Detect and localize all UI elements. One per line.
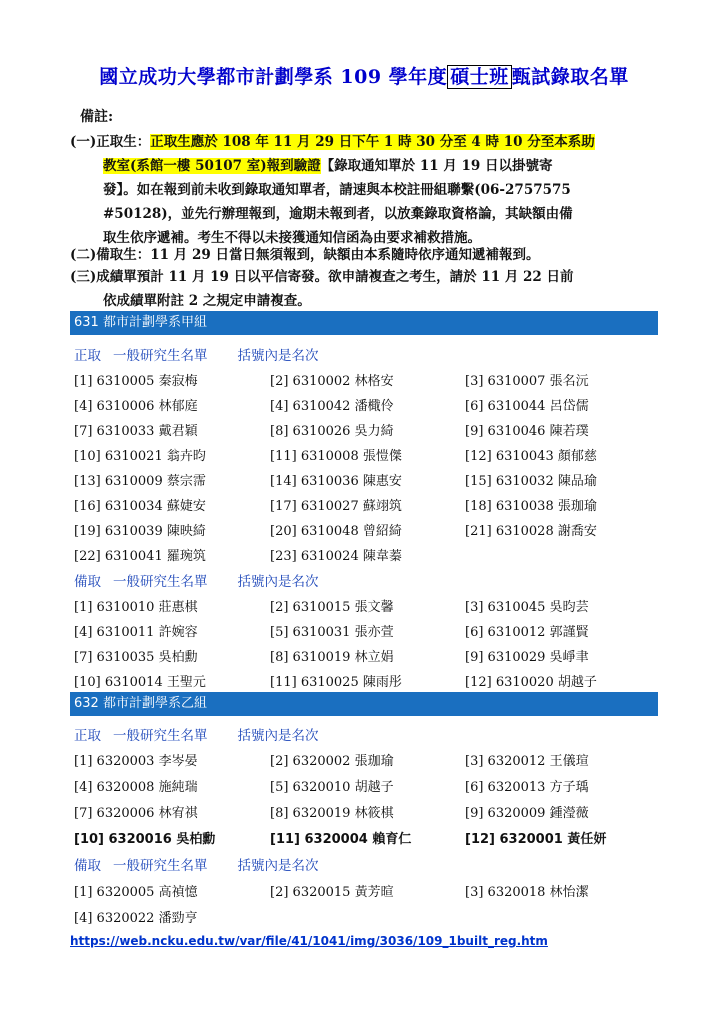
list-item: [7] 6310033 戴君穎 [8] 6310026 吳力綺 [9] 6310046 陳若璞 [74,424,589,439]
list-item: [7] 6310035 吳柏勳 [8] 6310019 林立娟 [9] 6310029 吳崢聿 [74,650,589,665]
list-type: 一般研究生名單 [113,574,208,590]
list-item: [10] 6320016 吳柏勳 [11] 6320004 賴育仁 [12] 6320001 黃任妍 [74,832,607,847]
list-item: [16] 6310034 蘇婕安 [17] 6310027 蘇翊筑 [18] 6310038 張珈瑜 [74,499,597,514]
list-item: [1] 6310005 秦寂梅 [2] 6310002 林格安 [3] 6310007 張名沅 [74,374,589,389]
note-1-rest-b: 【錄取通知單於 11 月 19 日以掛號寄 [320,158,553,174]
list-type: 一般研究生名單 [113,728,208,744]
note-1-line-c: 發】。如在報到前未收到錄取通知單者，請速與本校註冊組聯繫(06-2757575 [103,182,571,198]
admit-label: 正取 [74,348,101,364]
list-item: [1] 6310010 莊惠棋 [2] 6310015 張文馨 [3] 6310045 吳昀芸 [74,600,589,615]
note-3-line-b: 依成績單附註 2 之規定申請複查。 [103,293,311,309]
note-3-line-a: (三)成績單預計 11 月 19 日以平信寄發。欲申請複查之考生，請於 11 月 22 日前 [70,269,574,285]
list-type: 一般研究生名單 [113,858,208,874]
rank-note: 括號內是名次 [237,348,319,364]
note-1-highlight-b: 教室(系館一樓 50107 室)報到驗證 [103,158,321,174]
section-632-admit-head [74,724,331,744]
note-1-line-b [70,154,670,178]
list-item: [19] 6310039 陳映綺 [20] 6310048 曾紹綺 [21] 6310028 謝喬安 [74,524,597,539]
source-link[interactable]: https://web.ncku.edu.tw/var/file/41/1041/img/3036/109_1built_reg.htm [70,934,548,948]
section-632-bar: 632 都市計劃學系乙組 [70,692,658,716]
title-boxed-text: 碩士班 [447,65,512,89]
note-1-line-e: 取生依序遞補。考生不得以未接獲通知信函為由要求補救措施。 [103,230,481,246]
title-suffix: 甄試錄取名單 [511,66,629,88]
note-3 [70,265,670,313]
wait-label: 備取 [74,574,101,590]
note-1 [70,130,670,250]
list-item: [10] 6310021 翁卉昀 [11] 6310008 張愷傑 [12] 6310043 顏郁慈 [74,449,597,464]
note-1-highlight-a: 正取生應於 108 年 11 月 29 日下午 1 時 30 分至 4 時 10 分至本系助 [150,134,595,150]
section-632-wait-head [74,854,331,874]
notes-heading: 備註: [80,109,114,125]
list-item: [13] 6310009 蔡宗霈 [14] 6310036 陳惠安 [15] 6310032 陳品瑜 [74,474,597,489]
list-item: [4] 6320022 潘勁亨 [74,911,198,926]
title-prefix: 國立成功大學都市計劃學系 109 學年度 [99,66,448,88]
admit-label: 正取 [74,728,101,744]
page-title [0,62,728,89]
wait-label: 備取 [74,858,101,874]
section-631-admit-head [74,344,331,364]
section-631-bar: 631 都市計劃學系甲組 [70,311,658,335]
note-1-tag: (一)正取生： [70,134,151,150]
list-item: [4] 6310011 許婉容 [5] 6310031 張亦萱 [6] 6310012 郭謹賢 [74,625,589,640]
list-item: [10] 6310014 王聖元 [11] 6310025 陳雨彤 [12] 6310020 胡越子 [74,675,597,690]
rank-note: 括號內是名次 [237,574,319,590]
rank-note: 括號內是名次 [237,728,319,744]
list-item: [4] 6320008 施純瑞 [5] 6320010 胡越子 [6] 6320013 方子瑀 [74,780,589,795]
list-item: [7] 6320006 林宥祺 [8] 6320019 林筱棋 [9] 6320009 鍾瀅薇 [74,806,589,821]
list-item: [1] 6320003 李岑晏 [2] 6320002 張珈瑜 [3] 6320012 王儀瑄 [74,754,589,769]
list-item: [1] 6320005 高禎憶 [2] 6320015 黃芳暄 [3] 6320018 林怡潔 [74,885,589,900]
list-item: [4] 6310006 林郁庭 [4] 6310042 潘檝伶 [6] 6310044 呂岱儒 [74,399,589,414]
section-631-wait-head [74,570,331,590]
list-type: 一般研究生名單 [113,348,208,364]
rank-note: 括號內是名次 [237,858,319,874]
list-item: [22] 6310041 羅琬筑 [23] 6310024 陳韋蓁 [74,549,402,564]
note-1-line-d: #50128)，並先行辦理報到，逾期未報到者，以放棄錄取資格論，其缺額由備 [103,206,573,222]
note-2: (二)備取生：11 月 29 日當日無須報到，缺額由本系隨時依序通知遞補報到。 [70,247,540,263]
